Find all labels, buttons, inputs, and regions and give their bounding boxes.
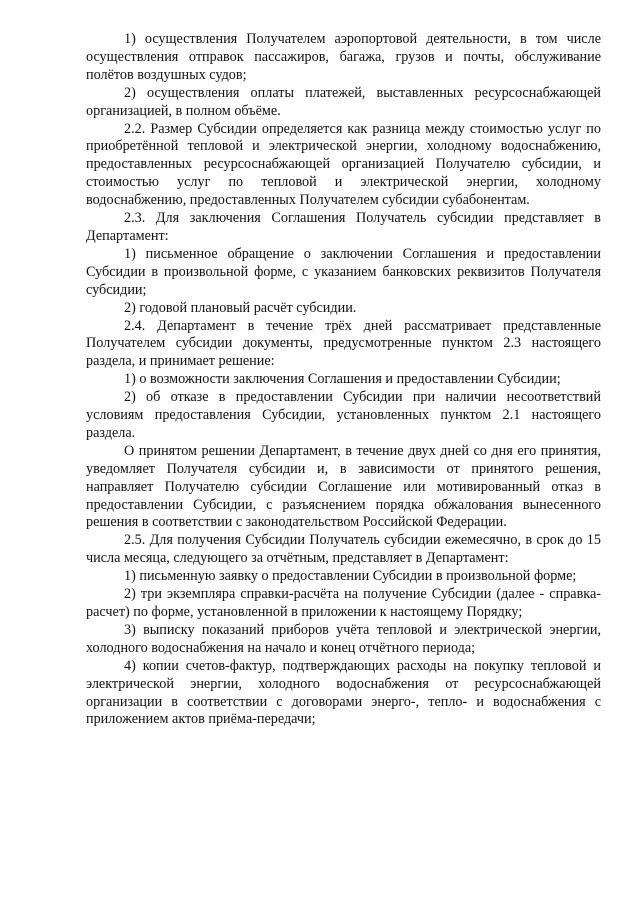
paragraph-2-5-item-1: 1) письменную заявку о предоставлении Субсидии в произвольной форме; (124, 568, 577, 585)
paragraph-item-1-airport-activity: 1) осуществления Получателем аэропортовой деятельности, в том числе осуществления отправок пассажиров, багажа, грузов и почты, обслуживание полётов воздушных судов; (86, 31, 601, 83)
paragraph-2-4-item-1: 1) о возможности заключения Соглашения и предоставлении Субсидии; (124, 371, 561, 388)
paragraph-item-2-payment: 2) осуществления оплаты платежей, выставленных ресурсоснабжающей организацией, в полном объёме. (86, 84, 601, 119)
paragraph-2-4-item-2: 2) об отказе в предоставлении Субсидии при наличии несоответствий условиям предоставления Субсидии, установленных пунктом 2.1 настоящего раздела. (86, 389, 601, 441)
paragraph-2-3-item-1: 1) письменное обращение о заключении Соглашения и предоставлении Субсидии в произвольной форме, с указанием банковских реквизитов Получателя субсидии; (86, 245, 601, 298)
paragraph-section-2-3: 2.3. Для заключения Соглашения Получатель субсидии представляет в Департамент: (86, 210, 601, 244)
paragraph-2-5-item-2: 2) три экземпляра справки-расчёта на получение Субсидии (далее - справка-расчет) по форме, установленной в приложении к настоящему Порядку; (86, 586, 601, 620)
paragraph-2-5-item-3: 3) выписку показаний приборов учёта тепловой и электрической энергии, холодного водоснабжения на начало и конец отчётного периода; (86, 621, 601, 656)
paragraph-section-2-5: 2.5. Для получения Субсидии Получатель субсидии ежемесячно, в срок до 15 числа месяца, следующего за отчётным, представляет в Департамент: (86, 532, 601, 567)
paragraph-2-3-item-2: 2) годовой плановый расчёт субсидии. (124, 299, 357, 316)
paragraph-2-5-item-4: 4) копии счетов-фактур, подтверждающих расходы на покупку тепловой и электрической энергии, холодного водоснабжения от ресурсоснабжающей организации в соответствии с договорами энерго-, тепло- и водоснабжения с приложением актов приёма-передачи; (86, 657, 601, 728)
paragraph-section-2-2: 2.2. Размер Субсидии определяется как разница между стоимостью услуг по приобретённой тепловой и электрической энергии, холодному водоснабжению, предоставленных ресурсоснабжающей организацией Получателю субсидии, и стоимостью услуг по тепловой и электрической энергии, холодному водоснабжению, предоставленных Получателем субсидии субабонентам. (86, 120, 601, 209)
paragraph-decision-notice: О принятом решении Департамент, в течение двух дней со дня его принятия, уведомляет Получателя субсидии и, в зависимости от принятого решения, направляет Получателю субсидии Соглашение или мотивированный отказ в предоставлении Субсидии, с разъяснением порядка обжалования вынесенного решения в соответствии с законодательством Российской Федерации. (86, 442, 601, 531)
document-page (86, 31, 601, 729)
paragraph-section-2-4: 2.4. Департамент в течение трёх дней рассматривает представленные Получателем субсидии документы, предусмотренные пунктом 2.3 настоящего раздела, и принимает решение: (86, 317, 601, 370)
